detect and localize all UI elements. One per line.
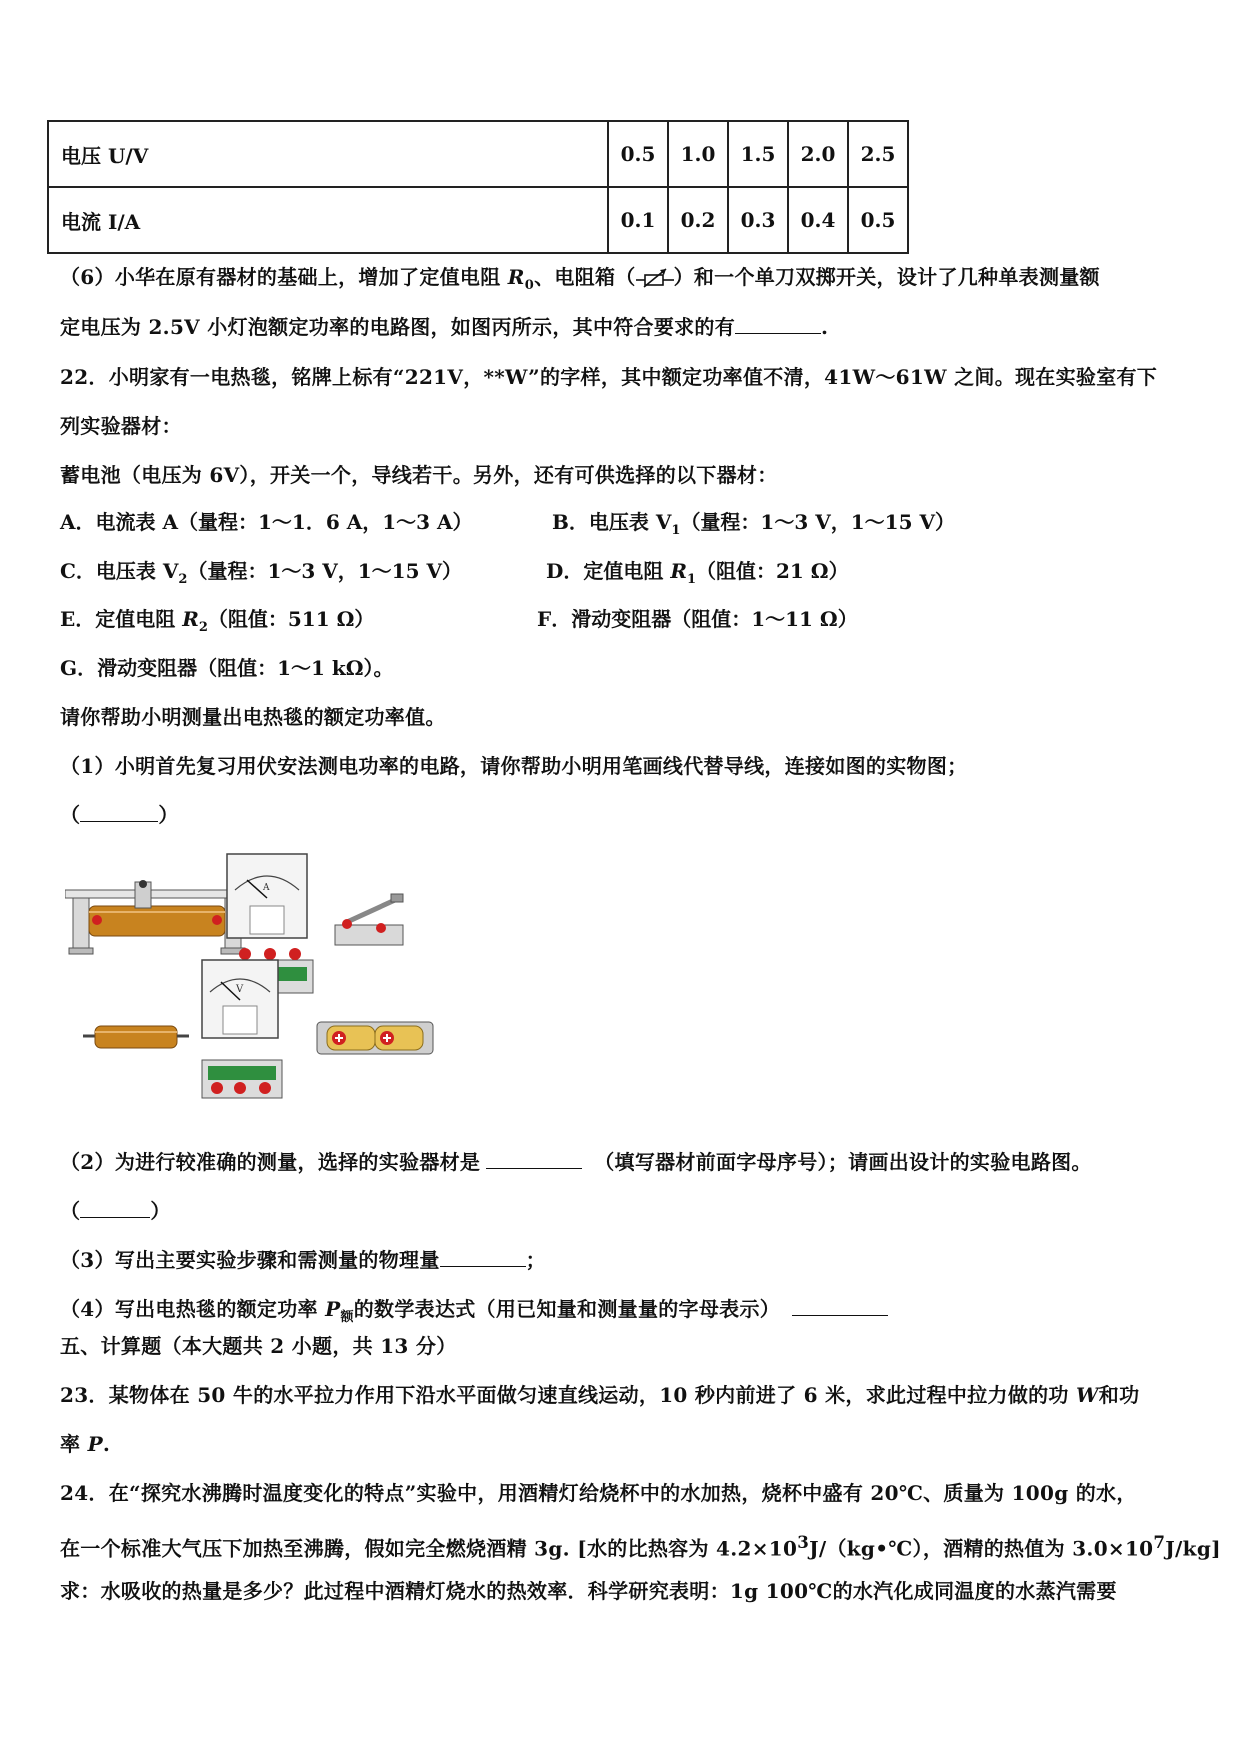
q24-line-1: 24．在“探究水沸腾时温度变化的特点”实验中，用酒精灯给烧杯中的水加热，烧杯中盛有 20℃、质量为 100g 的水， [60, 1481, 1137, 1505]
answer-blank[interactable] [486, 1148, 582, 1169]
option-c: C．电压表 $V_2$（量程：1～3 V，1～15 V） [60, 559, 462, 587]
table-row [48, 121, 908, 187]
table-cell: 1.5 [728, 121, 788, 187]
q22-part-1-answer: （ ） [60, 803, 179, 827]
option-a: A．电流表 A（量程：1～1．6 A，1～3 A） [60, 510, 473, 534]
option-e: E．定值电阻 $R_2$（阻值：511 Ω） [60, 607, 375, 635]
option-g: G．滑动变阻器（阻值：1～1 kΩ）。 [60, 656, 394, 680]
rheostat-icon [65, 880, 249, 954]
resistance-box-icon [636, 266, 674, 288]
option-d: D．定值电阻 $R_1$（阻值：21 Ω） [546, 559, 849, 587]
table-cell: 0.5 [848, 187, 908, 253]
table-cell: 2.0 [788, 121, 848, 187]
table-cell: 0.1 [608, 187, 668, 253]
apparatus-figure [65, 850, 505, 1110]
table-row-label: 电流 I/A [48, 187, 608, 253]
r0-symbol: R [507, 265, 525, 289]
answer-blank[interactable] [440, 1246, 526, 1267]
answer-blank[interactable] [792, 1295, 888, 1316]
q22-part-2: （2）为进行较准确的测量，选择的实验器材是 （填写器材前面字母序号）；请画出设计的实验电路图。 [60, 1150, 1092, 1174]
table-cell: 0.3 [728, 187, 788, 253]
table-row-label: 电压 U/V [48, 121, 608, 187]
voltmeter-icon [202, 960, 282, 1098]
option-b: B．电压表 $V_1$（量程：1～3 V，1～15 V） [552, 510, 955, 538]
q6-line-2: 定电压为 2.5V 小灯泡额定功率的电路图，如图丙所示，其中符合要求的有 . [60, 315, 829, 339]
q6-line-1: （6）小华在原有器材的基础上，增加了定值电阻 $R_0$、电阻箱（ ）和一个单刀双掷开关，设计了几种单表测量额 [60, 265, 1100, 293]
table-row [48, 187, 908, 253]
battery-icon [317, 1022, 433, 1054]
q22-part-4: （4）写出电热毯的额定功率 $P_额$的数学表达式（用已知量和测量量的字母表示） [60, 1295, 888, 1332]
svg-text:V: V [236, 984, 244, 995]
answer-blank[interactable] [735, 313, 821, 334]
table-cell: 0.2 [668, 187, 728, 253]
q23-line-2: 率 P. [60, 1432, 111, 1456]
q22-part-3: （3）写出主要实验步骤和需测量的物理量 ； [60, 1248, 546, 1272]
svg-text:A: A [263, 883, 270, 893]
q22-part-2-answer: （ ） [60, 1199, 171, 1223]
table-cell: 1.0 [668, 121, 728, 187]
section-5-title: 五、计算题（本大题共 2 小题，共 13 分） [60, 1334, 457, 1358]
q24-line-2: 在一个标准大气压下加热至沸腾，假如完全燃烧酒精 3g. [水的比热容为 $4.2\times 10^3J/(kg•℃)$，酒精的热值为 $3.0\times 10^7J/kg$] [60, 1532, 1221, 1561]
table-cell: 0.5 [608, 121, 668, 187]
q24-line-3: 求：水吸收的热量是多少？此过程中酒精灯烧水的热效率．科学研究表明：1g 100℃的水汽化成同温度的水蒸汽需要 [60, 1579, 1117, 1603]
q22-ask: 请你帮助小明测量出电热毯的额定功率值。 [60, 705, 446, 729]
switch-icon [335, 894, 403, 945]
answer-blank[interactable] [80, 801, 158, 822]
table-cell: 0.4 [788, 187, 848, 253]
data-table [47, 120, 909, 254]
q22-line-3: 蓄电池（电压为 6V），开关一个，导线若干。另外，还有可供选择的以下器材： [60, 463, 778, 487]
answer-blank[interactable] [80, 1197, 150, 1218]
q22-line-2: 列实验器材： [60, 414, 182, 438]
q22-line-1: 22．小明家有一电热毯，铭牌上标有“221V，**W”的字样，其中额定功率值不清，41W～61W 之间。现在实验室有下 [60, 365, 1158, 389]
q23-line-1: 23．某物体在 50 牛的水平拉力作用下沿水平面做匀速直线运动，10 秒内前进了 6 米，求此过程中拉力做的功 W和功 [60, 1383, 1140, 1407]
q22-part-1: （1）小明首先复习用伏安法测电功率的电路，请你帮助小明用笔画线代替导线，连接如图的实物图； [60, 754, 968, 778]
table-cell: 2.5 [848, 121, 908, 187]
option-f: F．滑动变阻器（阻值：1～11 Ω） [537, 607, 858, 631]
resistor-icon [83, 1026, 189, 1048]
